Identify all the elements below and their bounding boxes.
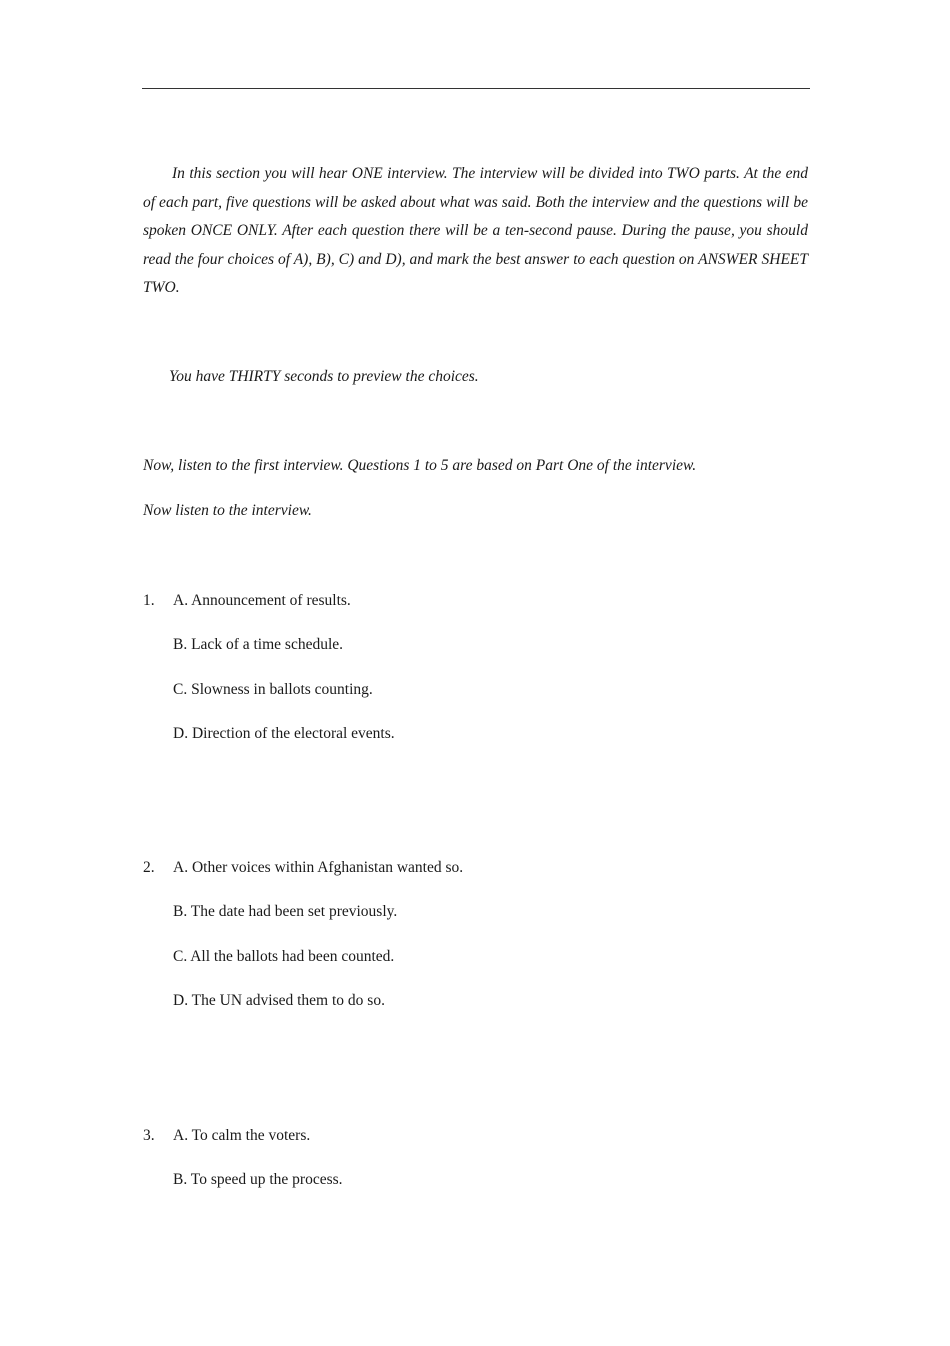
choice-d: D. The UN advised them to do so.: [173, 992, 385, 1009]
listen-instruction: Now listen to the interview.: [143, 502, 312, 519]
question-number: 3.: [143, 1127, 155, 1144]
preview-instruction: You have THIRTY seconds to preview the choices.: [169, 368, 479, 385]
choice-c: C. All the ballots had been counted.: [173, 948, 395, 965]
choice-a: A. Announcement of results.: [173, 592, 351, 609]
choice-d: D. Direction of the electoral events.: [173, 725, 395, 742]
choice-b: B. To speed up the process.: [173, 1171, 343, 1188]
choice-b: B. The date had been set previously.: [173, 903, 398, 920]
choice-b: B. Lack of a time schedule.: [173, 636, 344, 653]
header-rule: [142, 88, 810, 89]
instructions-paragraph: In this section you will hear ONE interview. The interview will be divided into TWO parts. At the end of each part, five questions will be asked about what was said. Both the interview and the questions will be spoken ONCE ONLY. After each question there will be a ten-second pause. During the pause, you should read the four choices of A), B), C) and D), and mark the best answer to each question on ANSWER SHEET TWO.: [143, 165, 808, 297]
choice-a: A. To calm the voters.: [173, 1127, 311, 1144]
question-number: 2.: [143, 859, 155, 876]
choice-c: C. Slowness in ballots counting.: [173, 681, 373, 698]
choice-a: A. Other voices within Afghanistan wanted so.: [173, 859, 464, 876]
first-interview-instruction: Now, listen to the first interview. Questions 1 to 5 are based on Part One of the interview.: [143, 457, 697, 474]
question-number: 1.: [143, 592, 155, 609]
